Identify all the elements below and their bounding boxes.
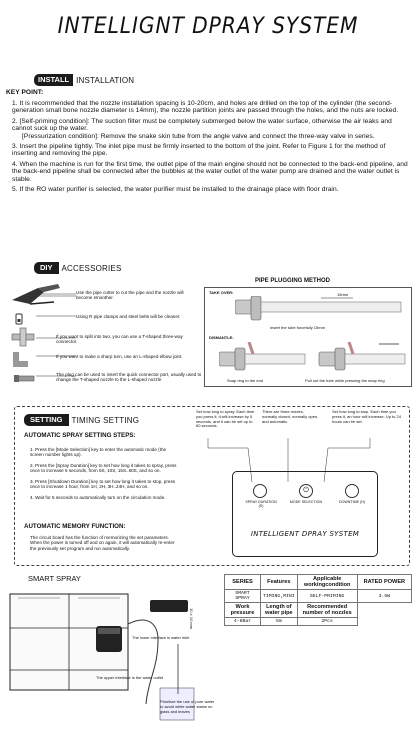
accessory-plug-text: The plug can be used to insert the quick connector port, usually used to change the T-shaped nozzle to the L-shaped nozzle [56,372,202,383]
empty-cell [357,603,411,618]
lower-interface-note: The lower interface is water inlet [132,635,190,640]
empty-cell [357,618,411,626]
table-header-power: RATED POWER [357,575,411,590]
setting-tag: SETTING [24,414,69,426]
spray-duration-label: SPRAY DURATION (S) [245,500,277,509]
dismantle-label: DISMANTLE: [209,335,234,340]
installation-label: INSTALLATION [76,75,135,85]
table-row [225,618,412,626]
cell-condition: SELF-PRIMING [297,590,357,603]
spray-duration-button[interactable] [253,484,267,498]
callout-spray: Set how long to spray. Each time you press it, it will increase by 5 seconds, and it can be set up to 60 seconds. [196,409,255,429]
table-row [225,575,412,590]
pipe-plugging-box [204,287,412,387]
snap-caption: Snap ring to the end [227,378,264,383]
smart-spray-label: SMART SPRAY [28,574,81,583]
pipe-clamp-icon [16,314,22,324]
step-4: 4. Wait for 5 seconds to automatically turn on the circulation mode. [30,495,166,501]
callout-mode: There are three modes, normally closed, normally open, and automatic. [262,409,319,424]
memory-text: The circuit board has the function of memorizing the set parameters. When the power is turned off and on again, it will automatically re-enter the previously set program and run automatically. [30,535,175,551]
device-name: INTELLIGENT DPRAY SYSTEM [250,530,360,538]
memory-title: AUTOMATIC MEMORY FUNCTION: [24,523,126,530]
take-over-diagram [235,296,405,324]
step-2: 2. Press the [Spray Duration] key to set how long it takes to spray, press once to increase 5 seconds, from 5S, 10S, 15S..60S, and so on. [30,462,177,474]
tee-connector-icon [12,328,34,346]
steps-list [30,447,180,501]
key-point-2: 2. [Self-priming condition]: The suction filter must be completely submerged below the water surface, otherwise the air leaks and cannot suck up the water. [12,117,392,133]
accessory-clamp-text: Using R pipe clamps and steel belts will be cleaner. [76,314,181,319]
downtime-button[interactable] [345,484,359,498]
table-header-length: Length of water pipe [261,603,298,618]
accessory-cutter-text: Use the pipe cutter to cut the pipe and the nozzle will become smoother. [76,290,184,301]
key-point-1: 1. It is recommended that the nozzle installation spacing is 10-20cm, and holes are drilled on the top of the cylinder (the second-generation small bone nozzle diameter is 14mm), the nozzle partition joints are passed through the holes, and the nuts are locked. [12,100,399,115]
controller-device [232,471,378,557]
upper-interface-note: The upper interface is the water outlet [96,675,164,680]
table-row [225,590,412,603]
steps-title: AUTOMATIC SPRAY SETTING STEPS: [24,432,136,439]
accessories-label: ACCESSORIES [61,263,122,273]
accessory-tee-text: If you want to split into two, you can use a T-shaped three-way connector. [56,334,183,345]
step-3: 3. Press [Shutdown Duration] key to set how long it takes to stop, press once to increase 1 hour, from 1H, 2H, 3H..24H, and so on. [30,478,176,490]
key-point-4: 4. When the machine is run for the first time, the outlet pipe of the main engine should not be connected to the back-end pipeline, and the back-end pipeline shall be connected after the bubbles at the water outlet of the water pump are drained and the water outlet is stable. [12,160,408,183]
mm-label: 15mm [337,292,349,297]
cell-nozzles: 2Pcs [297,618,357,626]
timing-header [24,414,139,426]
diy-tag: DIY [34,262,59,274]
cell-power: 3.5W [357,590,411,603]
side-note: 10 ± 10 mm [189,608,194,630]
pipe-plugging-title: PIPE PLUGGING METHOD [255,278,331,284]
cell-length: 5m [261,618,298,626]
table-header-series: SERIES [225,575,261,590]
key-points-list [12,100,410,193]
insert-caption: Insert the tube forcefully 15mm [270,325,325,330]
accessories-header [34,262,122,274]
elbow-connector-icon [16,352,28,364]
table-header-pressure: Work pressure [225,603,261,618]
callout-downtime: Set how long to stop. Each time you press it, an hour will increase. Up to 24 hours can be set. [332,409,401,424]
plug-icon [14,375,34,382]
cell-pressure: 4-8Bar [225,618,261,626]
table-header-features: Features [261,575,298,590]
install-tag: INSTALL [34,74,73,86]
timing-label: TIMING SETTING [71,415,140,425]
page-title: INTELLIGNT DPRAY SYSTEM [57,14,359,39]
accessory-elbow-text: If you want to make a sharp turn, use an L-shaped elbow joint. [56,354,183,359]
cell-features: TIMING,MINI [261,590,298,603]
installation-header [34,74,134,86]
key-point-heading: KEY POINT: [6,89,44,96]
mode-selection-label: MODE SELECTION [289,500,323,504]
power-icon[interactable]: ⏻ [299,484,313,498]
ro-water-note: Prioritize the use of pure water to avoid white water stains on glass and leaves [160,699,215,714]
table-row [225,603,412,618]
table-header-nozzles: Recommended number of nozzles [297,603,357,618]
pull-caption: Pull out the tube while pressing the snap ring [305,378,385,383]
step-1: 1. Press the [Mode Selection] key to enter the automatic mode (the screen number lights up). [30,447,167,458]
downtime-label: DOWNTIME (H) [339,500,365,504]
key-point-2b: [Pressurization condition]: Remove the snake skin tube from the angle valve and connect the three-way valve in series. [22,132,375,140]
table-header-condition: Applicable workingcondition [297,575,357,590]
cell-series: SMART SPRAY [225,590,261,603]
key-point-3: 3. Insert the pipeline tightly. The inlet pipe must be firmly inserted to the bottom of the joint. Refer to Figure 1 for the method of inserting and removing the pipe. [12,143,386,158]
spec-table [224,574,412,626]
key-point-5: 5. If the RO water purifier is selected, the water purifier must be installed to the drainage place with floor drain. [12,186,339,194]
dismantle-diagram [219,342,409,378]
take-over-label: TAKE OVER: [209,290,234,295]
